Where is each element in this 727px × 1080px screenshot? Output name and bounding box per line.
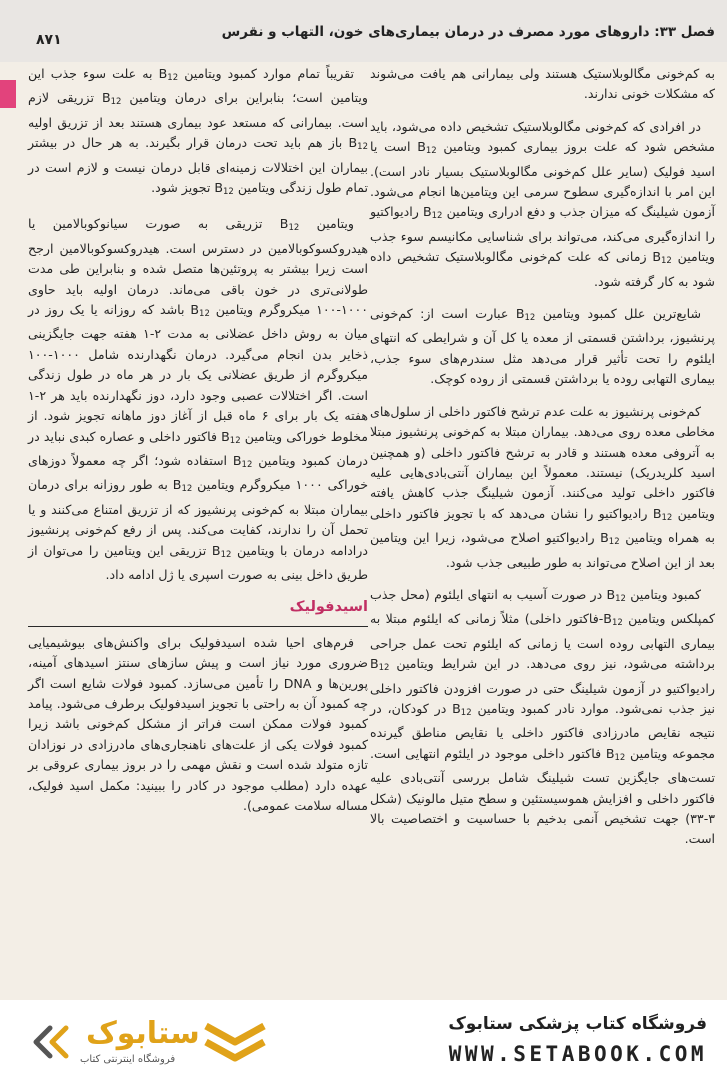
setabook-logo <box>30 1014 290 1072</box>
chevron-emblem-icon <box>200 1020 270 1070</box>
page-header <box>0 0 727 62</box>
chapter-title: فصل ۳۳: داروهای مورد مصرف در درمان بیماری‌های خون، التهاب و نقرس <box>221 24 715 40</box>
paragraph: کم‌خونی پرنشیوز به علت عدم ترشح فاکتور داخلی از سلول‌های مخاطی معده روی می‌دهد. بیماران مبتلا به کم‌خونی پرنشیوز مبتلا به آتروفی معده هستند و قادر به ترشح فاکتور داخلی (و همچنین اسید کلریدریک) نیستند. معمولاً این بیماران آنتی‌بادی‌هایی علیه فاکتور داخلی تولید می‌کنند. آزمون شیلینگ جذب کاهش یافته ویتامین $B_{12}$ رادیواکتیو را نشان می‌دهد که با تجویز فاکتور داخلی به همراه ویتامین $B_{12}$ رادیواکتیو اصلاح می‌شود، زیرا این ویتامین بعد از این اصلاح می‌تواند به طور طبیعی جذب شود. <box>370 403 715 570</box>
paragraph: در افرادی که کم‌خونی مگالوبلاستیک تشخیص داده می‌شود، باید مشخص شود که علت بروز بیماری کمبود ویتامین $B_{12}$ است یا اسید فولیک (سایر علل کم‌خونی مگالوبلاستیک بسیار نادر است). این امر با اندازه‌گیری سطوح سرمی این ویتامین‌ها انجام می‌شود. آزمون شیلینگ که میزان جذب و دفع ادراری ویتامین $B_{12}$ رادیواکتیو را اندازه‌گیری می‌کند، می‌تواند برای شناسایی مکانیسم سوء جذب ویتامین $B_{12}$ زمانی که علت کم‌خونی مگالوبلاستیک تشخیص داده شود به کار گرفته شود. <box>370 118 715 289</box>
logo-subtitle: فروشگاه اینترنتی کتاب <box>80 1054 176 1065</box>
paragraph: ویتامین $B_{12}$ تزریقی به صورت سیانوکوبالامین یا هیدروکسوکوبالامین در دسترس است. هیدروکسوکوبالامین ارجح است زیرا بیشتر به پروتئین‌ها متصل شده و بنابراین طی مدت طولانی‌تری در خون باقی می‌ماند. درمان اولیه باید حاوی ۱۰۰۰-۱۰۰ میکروگرم ویتامین $B_{12}$ باشد که روزانه یا یک روز در میان به روش داخل عضلانی به مدت ۲-۱ هفته جهت جایگزینی ذخایر بدن انجام می‌گیرد. درمان نگهدارنده شامل ۱۰۰۰-۱۰۰ میکروگرم از طریق عضلانی یک بار در هر ماه در طول زندگی است. اگر اختلالات عصبی وجود دارد، دوز نگهدارنده باید هر ۲-۱ هفته یک بار برای ۶ ماه قبل از آغاز دوز ماهانه تجویز شود. از مخلوط خوراکی ویتامین $B_{12}$ فاکتور داخلی و عصاره کبدی نباید در درمان کمبود ویتامین $B_{12}$ استفاده شود؛ اگر چه معمولاً دوزهای خوراکی ۱۰۰۰ میکروگرم ویتامین $B_{12}$ به طور روزانه برای درمان بیماران مبتلا به کم‌خونی پرنشیوز که از تزریق امتناع می‌کنند و یا تحمل آن را ندارند، کفایت می‌کند. پس از رفع کم‌خونی پرنشیوز درادامه درمان با ویتامین $B_{12}$ تزریقی این ویتامین را می‌توان از طریق داخل بینی به صورت اسپری یا ژل ادامه داد. <box>28 216 369 582</box>
shop-name: فروشگاه کتاب پزشکی ستابوک <box>448 1014 707 1034</box>
logo-arrows-icon <box>30 1024 76 1060</box>
footer-banner <box>0 1000 727 1080</box>
paragraph: فرم‌های احیا شده اسیدفولیک برای واکنش‌های بیوشیمیایی ضروری مورد نیاز است و پیش سازهای سنتز اسیدهای آمینه، پورین‌ها و DNA را تأمین می‌سازد. کمبود فولات شایع است اگر چه کمبود آن به راحتی با تجویز اسیدفولیک برطرف می‌شود. پیامد کمبود فولات ممکن است فراتر از مشکل کم‌خونی باشد زیرا کمبود فولات یکی از علت‌های ناهنجاری‌های مادرزادی در نوزادان تازه متولد شده است و نقش مهمی را در بروز بیماری عروقی بر عهده دارد (مطلب موجود در کادر را ببینید: مکمل اسید فولیک، مساله سلامت عمومی). <box>28 634 368 813</box>
paragraph: به کم‌خونی مگالوبلاستیک هستند ولی بیمارانی هم یافت می‌شوند که مشکلات خونی ندارند. <box>370 66 715 102</box>
right-column <box>370 64 715 862</box>
chapter-tab-marker <box>0 80 16 108</box>
page-number: ۸۷۱ <box>36 32 62 48</box>
paragraph: کمبود ویتامین $B_{12}$ در صورت آسیب به انتهای ایلئوم (محل جذب کمپلکس ویتامین $B_{12}$-فاکتور داخلی) مثلاً زمانی که ایلئوم مبتلا به بیماری التهابی روده است یا زمانی که ایلئوم تحت عمل جراحی برداشته می‌شود، نیز روی می‌دهد. در این شرایط ویتامین $B_{12}$ رادیواکتیو در آزمون شیلینگ حتی در صورت افزودن فاکتور داخلی نیز جذب نمی‌شود. موارد نادر کمبود ویتامین $B_{12}$ در کودکان، در نتیجه نقایص مادرزادی فاکتور داخلی یا نقایص مناطق گیرنده مجموعه ویتامین $B_{12}$ فاکتور داخلی موجود در ایلئوم انتهایی است. تست‌های جایگزین تست شیلینگ شامل بررسی آنتی‌بادی علیه فاکتور داخلی و افزایش هموسیستئین و سطح متیل مالونیک (شکل ۳-۳۳) جهت تشخیص آنمی بدخیم با حساسیت و اختصاصیت بالا است. <box>370 586 715 847</box>
left-column <box>28 64 368 828</box>
logo-text: ستابوک <box>86 1016 200 1051</box>
paragraph: تقریباً تمام موارد کمبود ویتامین $B_{12}$ به علت سوء جذب این ویتامین است؛ بنابراین برای درمان ویتامین $B_{12}$ تزریقی لازم است. بیمارانی که مستعد عود بیماری هستند بعد از تزریق اولیه $B_{12}$ باز هم باید تحت درمان قرار بگیرند. به هر حال در بیشتر بیماران این اختلالات زمینه‌ای قابل درمان نیست و لازم است در تمام طول زندگی ویتامین $B_{12}$ تجویز شود. <box>28 66 368 198</box>
paragraph: شایع‌ترین علل کمبود ویتامین $B_{12}$ عبارت است از: کم‌خونی پرنشیوز، برداشتن قسمتی از معده یا کل آن و شرایطی که انتهای ایلئوم را تحت تأثیر قرار می‌دهد مثل سندرم‌های سوء جذب، بیماری التهابی روده یا برداشتن قسمتی از روده کوچک. <box>370 306 715 387</box>
shop-url[interactable]: WWW.SETABOOK.COM <box>448 1042 707 1066</box>
section-heading: اسیدفولیک <box>28 597 368 626</box>
